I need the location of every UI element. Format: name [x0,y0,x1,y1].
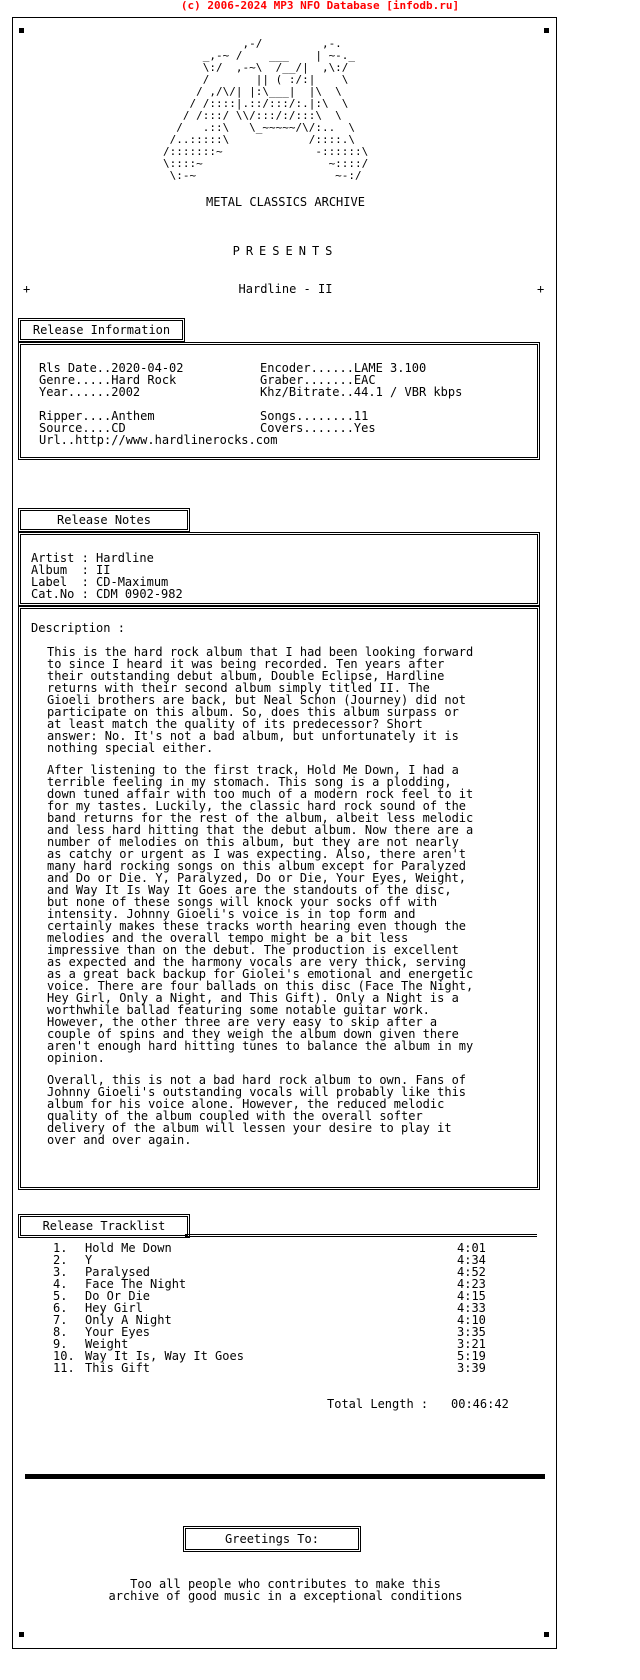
url: Url..http://www.hardlinerocks.com [39,433,278,447]
plus-marker-left: + [23,282,31,296]
genre: Genre.....Hard Rock [39,373,177,387]
track-time: 4:34 [457,1253,486,1267]
release-title: Hardline - II [238,282,333,296]
corner-dot-bottom-right [544,1632,549,1637]
track-title: Your Eyes [85,1325,151,1339]
tracklist-rule [185,1234,537,1237]
encoder: Encoder......LAME 3.100 [260,361,427,375]
ascii-logo-line: /..:::::\ /::::.\ [163,133,356,146]
corner-dot-top-right [544,28,549,33]
tracklist-tab: Release Tracklist [18,1214,190,1238]
description-paragraph-2: After listening to the first track, Hold Me Down, I had a terrible feeling in my stomach. This song is a plodding, down tuned affair with too much of a modern rock feel to it for my tastes. Luckily, the classic hard rock sound of the band returns for the rest of the album, albeit less melodic and less hard hitting that the debut album. Now there are a number of melodies on this album, but they are not nearly as catchy or urgent as I was expecting. Also, there aren't many hard rocking songs on this album except for Paralyzed and Do or Die. Y, Paralyzed, Do or Die, Your Eyes, Weight, and Way It Is Way It Goes are the standouts of the disc, but none of these songs will knock your socks off with intensity. Johnny Gioeli's voice is in top form and certainly makes these tracks worth hearing even though the melodies and the overall tempo might be a bit less impressive than on the debut. The production is excellent as expected and the harmony vocals are very thick, serving as a great back backup for Giolei's emotional and energetic voice. There are four ballads on this disc (Face The Night, Hey Girl, Only a Night, and This Gift). Only a Night is a worthwhile ballad featuring some notable guitar work. However, the other three are very easy to skip after a couple of spins and they weigh the album down given there aren't enough hard hitting tunes to balance the album in my opinion. [47,763,474,1065]
track-time: 4:33 [457,1301,486,1315]
track-number: 8. [53,1325,68,1339]
track-title: Hey Girl [85,1301,143,1315]
corner-dot-bottom-left [19,1632,24,1637]
track-time: 5:19 [457,1349,486,1363]
ascii-logo-line: \:-~ ~-:/ [163,169,362,182]
ascii-logo-line: / /::::|.::/:::/:.|:\ \ [163,97,349,110]
artist: Artist : Hardline [31,551,154,565]
ascii-logo-line: \::::~ ~::::/ [163,157,369,170]
track-title: Weight [85,1337,129,1351]
plus-marker-right: + [537,282,545,296]
track-title: Do Or Die [85,1289,151,1303]
total-length-value: 00:46:42 [451,1397,509,1411]
total-length-label: Total Length : [327,1397,429,1411]
ascii-logo-line: / ,/\/| |:\___| |\ \ [163,85,342,98]
track-number: 4. [53,1277,68,1291]
ascii-logo-line: /:::::::~ -::::::\ [163,145,369,158]
section-divider [25,1474,545,1479]
track-time: 3:35 [457,1325,486,1339]
track-title: Way It Is, Way It Goes [85,1349,244,1363]
description-label: Description : [31,621,125,635]
khz-bitrate: Khz/Bitrate..44.1 / VBR kbps [260,385,463,399]
track-time: 4:01 [457,1241,486,1255]
ascii-logo-line: _,-~ / ___ | ~-._ [163,49,356,62]
rls-date: Rls Date..2020-04-02 [39,361,184,375]
corner-dot-top-left [19,28,24,33]
track-time: 3:21 [457,1337,486,1351]
track-number: 1. [53,1241,68,1255]
track-title: Hold Me Down [85,1241,172,1255]
track-number: 11. [53,1361,75,1375]
covers: Covers.......Yes [260,421,376,435]
ascii-logo-line: ,-/ ,-. [163,37,342,50]
ripper: Ripper....Anthem [39,409,155,423]
track-time: 4:10 [457,1313,486,1327]
release-info-tab: Release Information [18,318,185,342]
ascii-logo-line: / .::\ \_~~~~~/\/:.. \ [163,121,356,134]
description-paragraph-3: Overall, this is not a bad hard rock album to own. Fans of Johnny Gioeli's outstanding vocals will probably like this album for his voice alone. However, the reduced melodic quality of the album coupled with the overall softer delivery of the album will lessen your desire to play it over and over again. [47,1073,467,1147]
track-number: 2. [53,1253,68,1267]
ascii-logo [163,38,423,213]
logo-caption: METAL CLASSICS ARCHIVE [206,195,365,209]
track-time: 3:39 [457,1361,486,1375]
presents-label: PRESENTS [232,244,339,258]
graber: Graber.......EAC [260,373,376,387]
track-time: 4:23 [457,1277,486,1291]
greetings-tab: Greetings To: [183,1526,361,1552]
cat-no: Cat.No : CDM 0902-982 [31,587,183,601]
page-header-copyright: (c) 2006-2024 MP3 NFO Database [infodb.ru] [180,0,460,12]
track-number: 6. [53,1301,68,1315]
source: Source....CD [39,421,126,435]
release-notes-tab: Release Notes [18,508,190,532]
songs: Songs........11 [260,409,369,423]
track-number: 3. [53,1265,68,1279]
ascii-logo-line: / /:::/ \\/:::/:/:::\ \ [163,109,342,122]
track-number: 7. [53,1313,68,1327]
track-title: Y [85,1253,93,1267]
track-title: Face The Night [85,1277,187,1291]
track-time: 4:52 [457,1265,486,1279]
year: Year......2002 [39,385,141,399]
nfo-frame [12,17,557,1649]
track-time: 4:15 [457,1289,486,1303]
track-title: This Gift [85,1361,151,1375]
description-paragraph-1: This is the hard rock album that I had been looking forward to since I heard it was being recorded. Ten years after their outstanding debut album, Double Eclipse, Hardline returns with their second album simply titled II. The Gioeli brothers are back, but Neal Schon (Journey) did not participate on this album. So, does this album surpass or at least match the quality of its predecessor? Short answer: No. It's not a bad album, but unfortunately it is nothing special either. [47,645,474,755]
track-number: 10. [53,1349,75,1363]
track-number: 9. [53,1337,68,1351]
album: Album : II [31,563,111,577]
ascii-logo-line: \:/ ,-~\ /__/| ,\:/ [163,61,349,74]
label: Label : CD-Maximum [31,575,169,589]
ascii-logo-line: / || ( :/:| \ [163,73,349,86]
track-title: Paralysed [85,1265,151,1279]
track-number: 5. [53,1289,68,1303]
greetings-text: Too all people who contributes to make this archive of good music in a exceptional conditions [108,1577,463,1603]
track-title: Only A Night [85,1313,172,1327]
